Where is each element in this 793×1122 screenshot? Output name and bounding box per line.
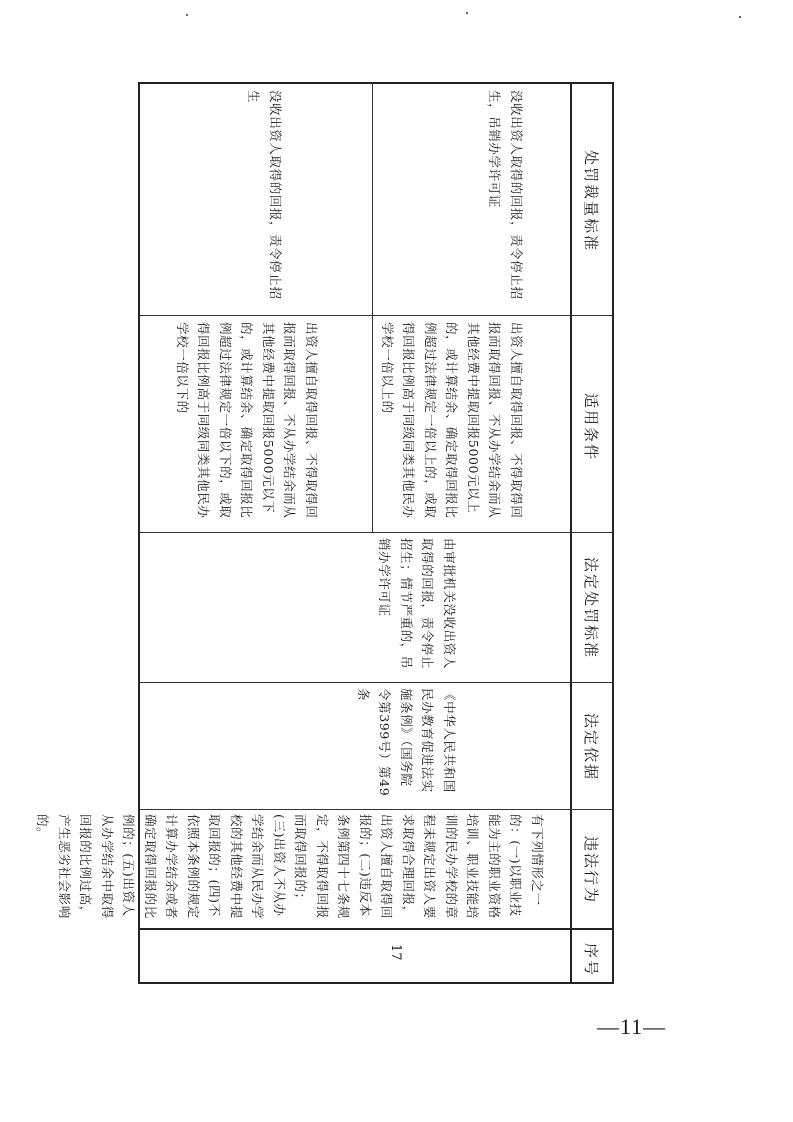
header-discretion: 处罚裁量标准	[582, 149, 600, 252]
scan-speck	[466, 12, 468, 14]
scan-speck	[739, 16, 741, 18]
header-condition: 适用条件	[582, 392, 600, 461]
cell-legal-standard: 由审批机关没收出资人取得的回报，责令停止招生；情节严重的，吊销办学许可证	[377, 538, 457, 670]
col-sep-violation	[138, 809, 614, 810]
header-legal-standard: 法定处罚标准	[582, 556, 600, 659]
scan-speck	[186, 14, 188, 16]
col-sep-condition	[138, 315, 614, 316]
page-number: —11—	[597, 1014, 667, 1039]
header-seq: 序号	[582, 942, 600, 977]
subrow-sep	[372, 82, 373, 533]
cell-discretion-2: 没收出资人取得的回报，责令停止招生，吊销办学许可证	[487, 90, 524, 300]
col-sep-legal	[138, 532, 614, 533]
header-divider	[570, 82, 572, 984]
cell-basis: 《中华人民共和国民办教育促进法实施条例》（国务院令第399号）第49条	[356, 688, 457, 797]
cell-condition-1: 出资人擅自取得回报、不得取得回报而取得回报、不从办学结余而从其他经费中提取回报5000元以下的，或计算结余、确定取得回报比例超过法律规定一倍以下的，或取得回报比例高于同级同类其他民办学校一倍以下的	[175, 322, 319, 519]
cell-discretion-1: 没收出资人取得的回报，责令停止招生	[246, 90, 283, 300]
row-seq: 17	[388, 944, 403, 961]
cell-condition-2: 出资人擅自取得回报、不得取得回报而取得回报、不从办学结余而从其他经费中提取回报5000元以上的，或计算结余、确定取得回报比例超过法律规定一倍以上的，或取得回报比例高于同级同类其他民办学校一倍以上的	[380, 322, 524, 519]
col-sep-basis	[138, 682, 614, 683]
header-violation: 违法行为	[582, 835, 600, 904]
cell-violation: 有下列情形之一的：(一)以职业技能为主的职业资格培训、职业技能培训的民办学校的章程未规定出资人要求取得合理回报，出资人擅自取得回报的；(二)违反本条例第四十七条规定，不得取得回报而取得回报的；(三)出资人不从办学结余而从民办学校的其他经费中提取回报的；(四)不依照本条例的规定计算办学结余或者确定取得回报的比例的；(五)出资人从办学结余中取得回报的比例过高，产生恶劣社会影响的。	[35, 814, 545, 919]
col-sep-seq	[138, 928, 614, 930]
header-basis: 法定依据	[582, 712, 600, 781]
